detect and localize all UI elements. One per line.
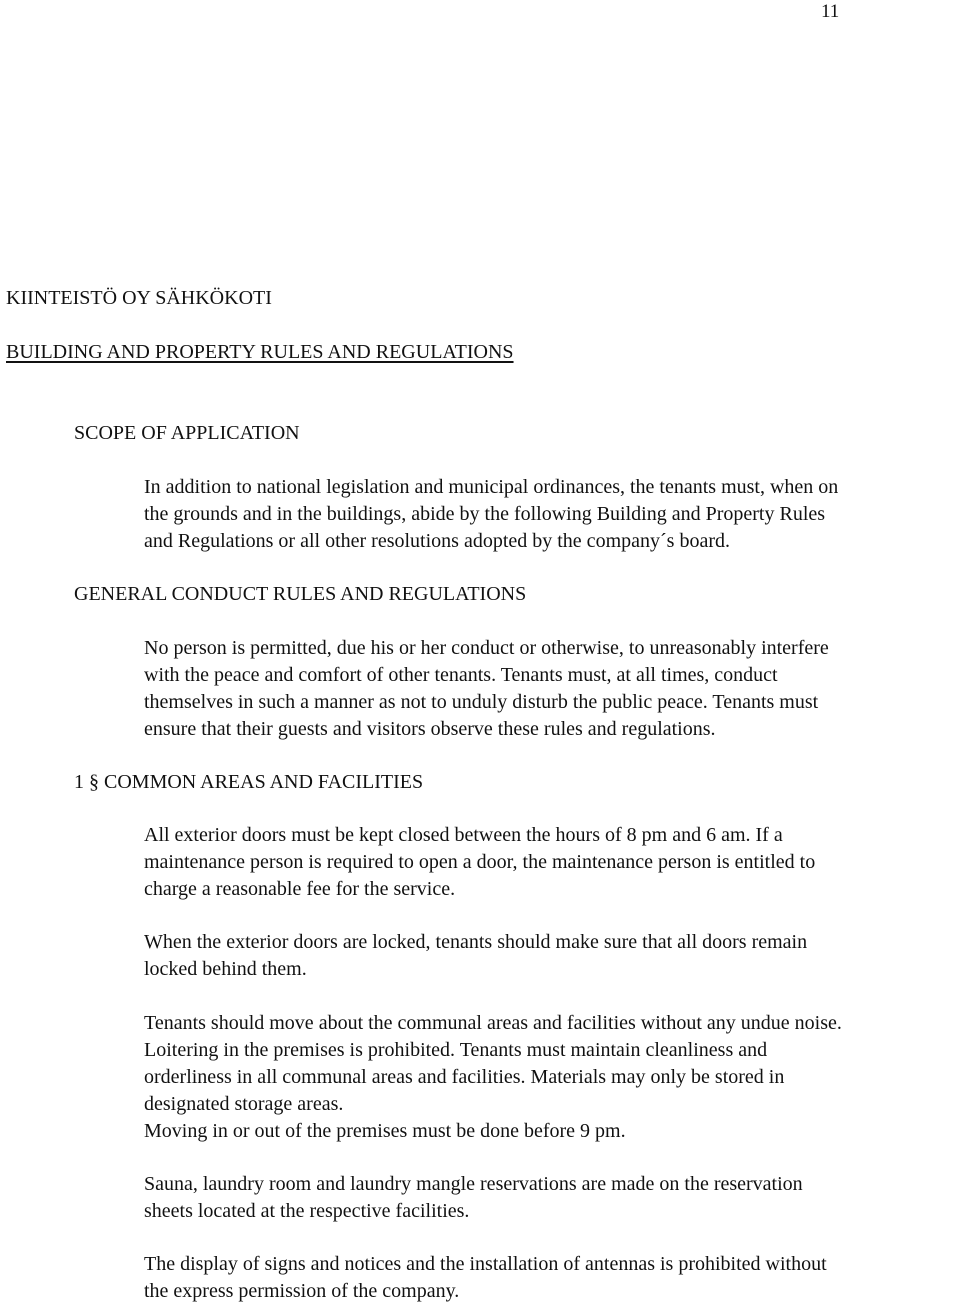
text-line: designated storage areas. bbox=[144, 1093, 344, 1115]
section-heading-common-areas: 1 § COMMON AREAS AND FACILITIES bbox=[74, 771, 424, 793]
section-heading-general-conduct: GENERAL CONDUCT RULES AND REGULATIONS bbox=[74, 583, 527, 605]
text-line: themselves in such a manner as not to unduly disturb the public peace. Tenants must bbox=[144, 691, 819, 713]
company-name: KIINTEISTÖ OY SÄHKÖKOTI bbox=[6, 287, 272, 309]
paragraph-signs-antennas bbox=[144, 1251, 827, 1305]
text-line: the express permission of the company. bbox=[144, 1280, 460, 1302]
text-line: Loitering in the premises is prohibited. Tenants must maintain cleanliness and bbox=[144, 1039, 768, 1061]
text-line: Sauna, laundry room and laundry mangle reservations are made on the reservation bbox=[144, 1173, 803, 1195]
text-line: with the peace and comfort of other tenants. Tenants must, at all times, conduct bbox=[144, 664, 778, 686]
text-line: All exterior doors must be kept closed between the hours of 8 pm and 6 am. If a bbox=[144, 824, 783, 846]
text-line: and Regulations or all other resolutions adopted by the company´s board. bbox=[144, 530, 730, 552]
paragraph-locked-doors bbox=[144, 929, 807, 983]
text-line: In addition to national legislation and municipal ordinances, the tenants must, when on bbox=[144, 476, 839, 498]
paragraph-communal-areas bbox=[144, 1010, 842, 1145]
text-line: The display of signs and notices and the installation of antennas is prohibited without bbox=[144, 1253, 827, 1275]
text-line: charge a reasonable fee for the service. bbox=[144, 878, 456, 900]
text-line: the grounds and in the buildings, abide by the following Building and Property Rules bbox=[144, 503, 826, 525]
text-line: Moving in or out of the premises must be done before 9 pm. bbox=[144, 1120, 626, 1142]
text-line: ensure that their guests and visitors observe these rules and regulations. bbox=[144, 718, 716, 740]
paragraph-scope bbox=[144, 474, 838, 555]
paragraph-exterior-doors bbox=[144, 822, 815, 903]
paragraph-reservations bbox=[144, 1171, 803, 1225]
text-line: When the exterior doors are locked, tenants should make sure that all doors remain bbox=[144, 931, 808, 953]
text-line: No person is permitted, due his or her conduct or otherwise, to unreasonably interfere bbox=[144, 637, 829, 659]
section-heading-scope: SCOPE OF APPLICATION bbox=[74, 422, 300, 444]
text-line: sheets located at the respective facilities. bbox=[144, 1200, 470, 1222]
text-line: orderliness in all communal areas and facilities. Materials may only be stored in bbox=[144, 1066, 785, 1088]
text-line: maintenance person is required to open a door, the maintenance person is entitled to bbox=[144, 851, 816, 873]
paragraph-general-conduct bbox=[144, 635, 829, 743]
document-title: BUILDING AND PROPERTY RULES AND REGULATIONS bbox=[6, 341, 514, 363]
text-line: Tenants should move about the communal areas and facilities without any undue noise. bbox=[144, 1012, 842, 1034]
page-number: 11 bbox=[821, 1, 840, 22]
text-line: locked behind them. bbox=[144, 958, 307, 980]
